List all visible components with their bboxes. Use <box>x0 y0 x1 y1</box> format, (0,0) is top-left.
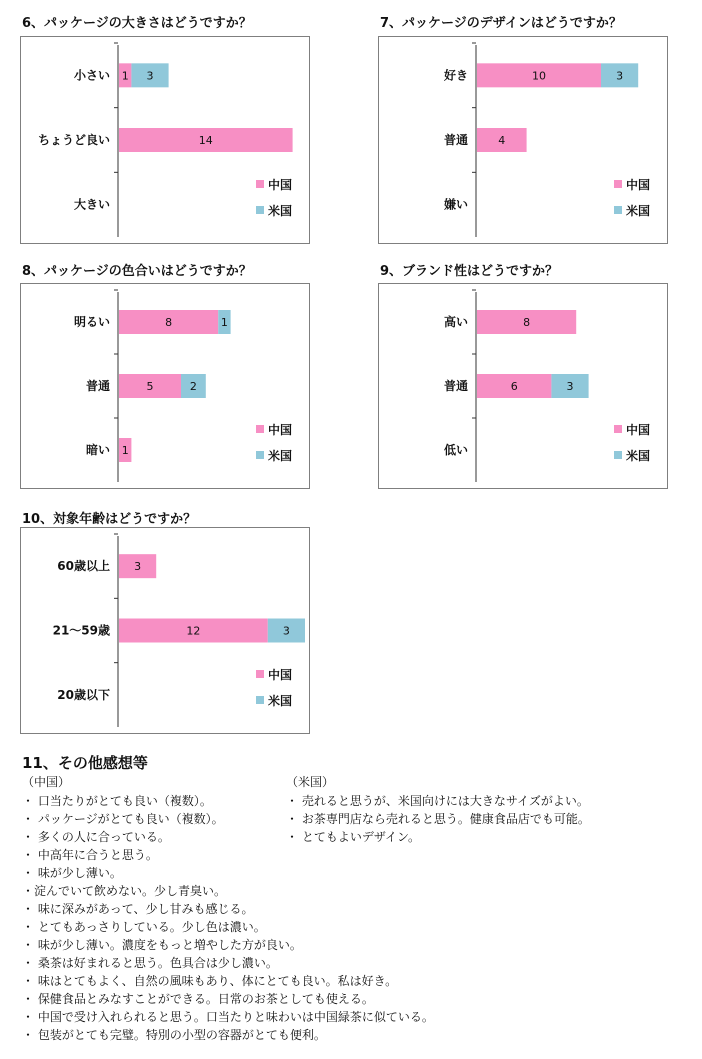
legend-swatch <box>256 670 264 678</box>
category-label: 高い <box>443 315 468 329</box>
usa-comments-heading: （米国） <box>286 775 335 789</box>
chart-svg <box>21 528 309 733</box>
usa-comment-item: ・ 売れると思うが、米国向けには大きなサイズがよい。 <box>286 794 589 808</box>
legend-swatch <box>256 180 264 188</box>
chart-svg <box>21 284 309 488</box>
legend-label: 米国 <box>268 694 293 708</box>
category-label: 明るい <box>73 315 110 329</box>
bar-value-label: 2 <box>189 380 197 393</box>
comments-title: 11、その他感想等 <box>22 754 148 772</box>
legend-label: 中国 <box>268 423 293 437</box>
bar-value-label: 3 <box>146 69 154 83</box>
legend-swatch <box>256 451 264 459</box>
chart-title-q9: 9、ブランド性はどうですか？ <box>380 264 559 279</box>
bar-value-label: 6 <box>510 380 518 393</box>
china-comment-item: ・ 多くの人に合っている。 <box>22 830 170 844</box>
bar-value-label: 1 <box>121 444 129 457</box>
bar-value-label: 1 <box>220 316 228 329</box>
category-label: 低い <box>443 443 468 457</box>
legend-swatch <box>614 451 622 459</box>
legend-label: 中国 <box>626 178 651 192</box>
china-comment-item: ・ とてもあっさりしている。少し色は濃い。 <box>22 920 266 934</box>
bar-value-label: 14 <box>198 134 213 147</box>
china-comment-item: ・ 中国で受け入れられると思う。口当たりと味わいは中国緑茶に似ている。 <box>22 1010 434 1024</box>
bar-value-label: 3 <box>282 624 290 638</box>
category-label: 21～59歳 <box>52 623 110 638</box>
bar-value-label: 12 <box>186 624 201 638</box>
bar-value-label: 3 <box>616 69 624 83</box>
chart-title-q7: 7、パッケージのデザインはどうですか？ <box>380 16 622 31</box>
bar-value-label: 10 <box>532 69 546 83</box>
category-label: 普通 <box>443 133 468 147</box>
usa-comments-list <box>286 792 590 846</box>
china-comment-item: ・ 桑茶は好まれると思う。色具合は少し濃い。 <box>22 956 278 970</box>
legend-swatch <box>614 180 622 188</box>
legend-swatch <box>256 425 264 433</box>
bar-value-label: 1 <box>121 69 129 83</box>
legend-swatch <box>256 206 264 214</box>
category-label: 普通 <box>443 379 468 393</box>
category-label: 小さい <box>73 68 110 83</box>
china-comment-item: ・ 口当たりがとても良い（複数）。 <box>22 794 212 808</box>
chart-title-q10: 10、対象年齢はどうですか？ <box>22 512 197 527</box>
chart-title-q6: 6、パッケージの大きさはどうですか？ <box>22 16 252 31</box>
chart-q7 <box>378 36 668 244</box>
china-comment-item: ・ パッケージがとても良い（複数）。 <box>22 812 224 826</box>
chart-q6 <box>20 36 310 244</box>
china-comment-item: ・ 保健食品とみなすことができる。日常のお茶としても使える。 <box>22 992 374 1006</box>
usa-comment-item: ・ お茶専門店なら売れると思う。健康食品店でも可能。 <box>286 812 590 826</box>
chart-svg <box>379 284 667 488</box>
chart-svg <box>21 37 309 243</box>
category-label: 大きい <box>73 197 110 212</box>
legend-label: 中国 <box>268 668 293 682</box>
legend-label: 米国 <box>268 449 293 463</box>
usa-comment-item: ・ とてもよいデザイン。 <box>286 830 421 844</box>
category-label: 嫌い <box>443 197 468 212</box>
china-comment-item: ・ 中高年に合うと思う。 <box>22 848 158 862</box>
category-label: 60歳以上 <box>57 559 110 574</box>
china-comment-item: ・ 味が少し薄い。 <box>22 866 122 880</box>
category-label: ちょうど良い <box>37 133 110 147</box>
bar-value-label: 8 <box>523 316 531 329</box>
china-comment-item: ・ 包装がとても完璧。特別の小型の容器がとても便利。 <box>22 1028 326 1042</box>
china-comments-heading: （中国） <box>22 775 71 789</box>
bar-value-label: 8 <box>165 316 173 329</box>
legend-label: 米国 <box>626 449 651 463</box>
legend-swatch <box>614 206 622 214</box>
legend-swatch <box>256 696 264 704</box>
bar-value-label: 5 <box>146 380 154 393</box>
china-comment-item: ・ 味が少し薄い。濃度をもっと増やした方が良い。 <box>22 938 302 952</box>
chart-q9 <box>378 283 668 489</box>
legend-label: 米国 <box>268 204 293 218</box>
bar-value-label: 3 <box>134 560 142 574</box>
legend-label: 米国 <box>626 204 651 218</box>
chart-svg <box>379 37 667 243</box>
china-comment-item: ・淀んでいて飲めない。少し青臭い。 <box>22 884 227 898</box>
legend-label: 中国 <box>626 423 651 437</box>
bar-value-label: 4 <box>498 134 506 147</box>
chart-q8 <box>20 283 310 489</box>
category-label: 暗い <box>85 443 110 457</box>
bar-value-label: 3 <box>566 380 574 393</box>
china-comment-item: ・ 味に深みがあって、少し甘みも感じる。 <box>22 902 254 916</box>
legend-label: 中国 <box>268 178 293 192</box>
legend-swatch <box>614 425 622 433</box>
category-label: 20歳以下 <box>57 687 110 702</box>
china-comment-item: ・ 味はとてもよく、自然の風味もあり、体にとても良い。私は好き。 <box>22 974 398 988</box>
category-label: 好き <box>443 68 468 83</box>
category-label: 普通 <box>85 379 110 393</box>
chart-title-q8: 8、パッケージの色合いはどうですか？ <box>22 264 252 279</box>
chart-q10 <box>20 527 310 734</box>
